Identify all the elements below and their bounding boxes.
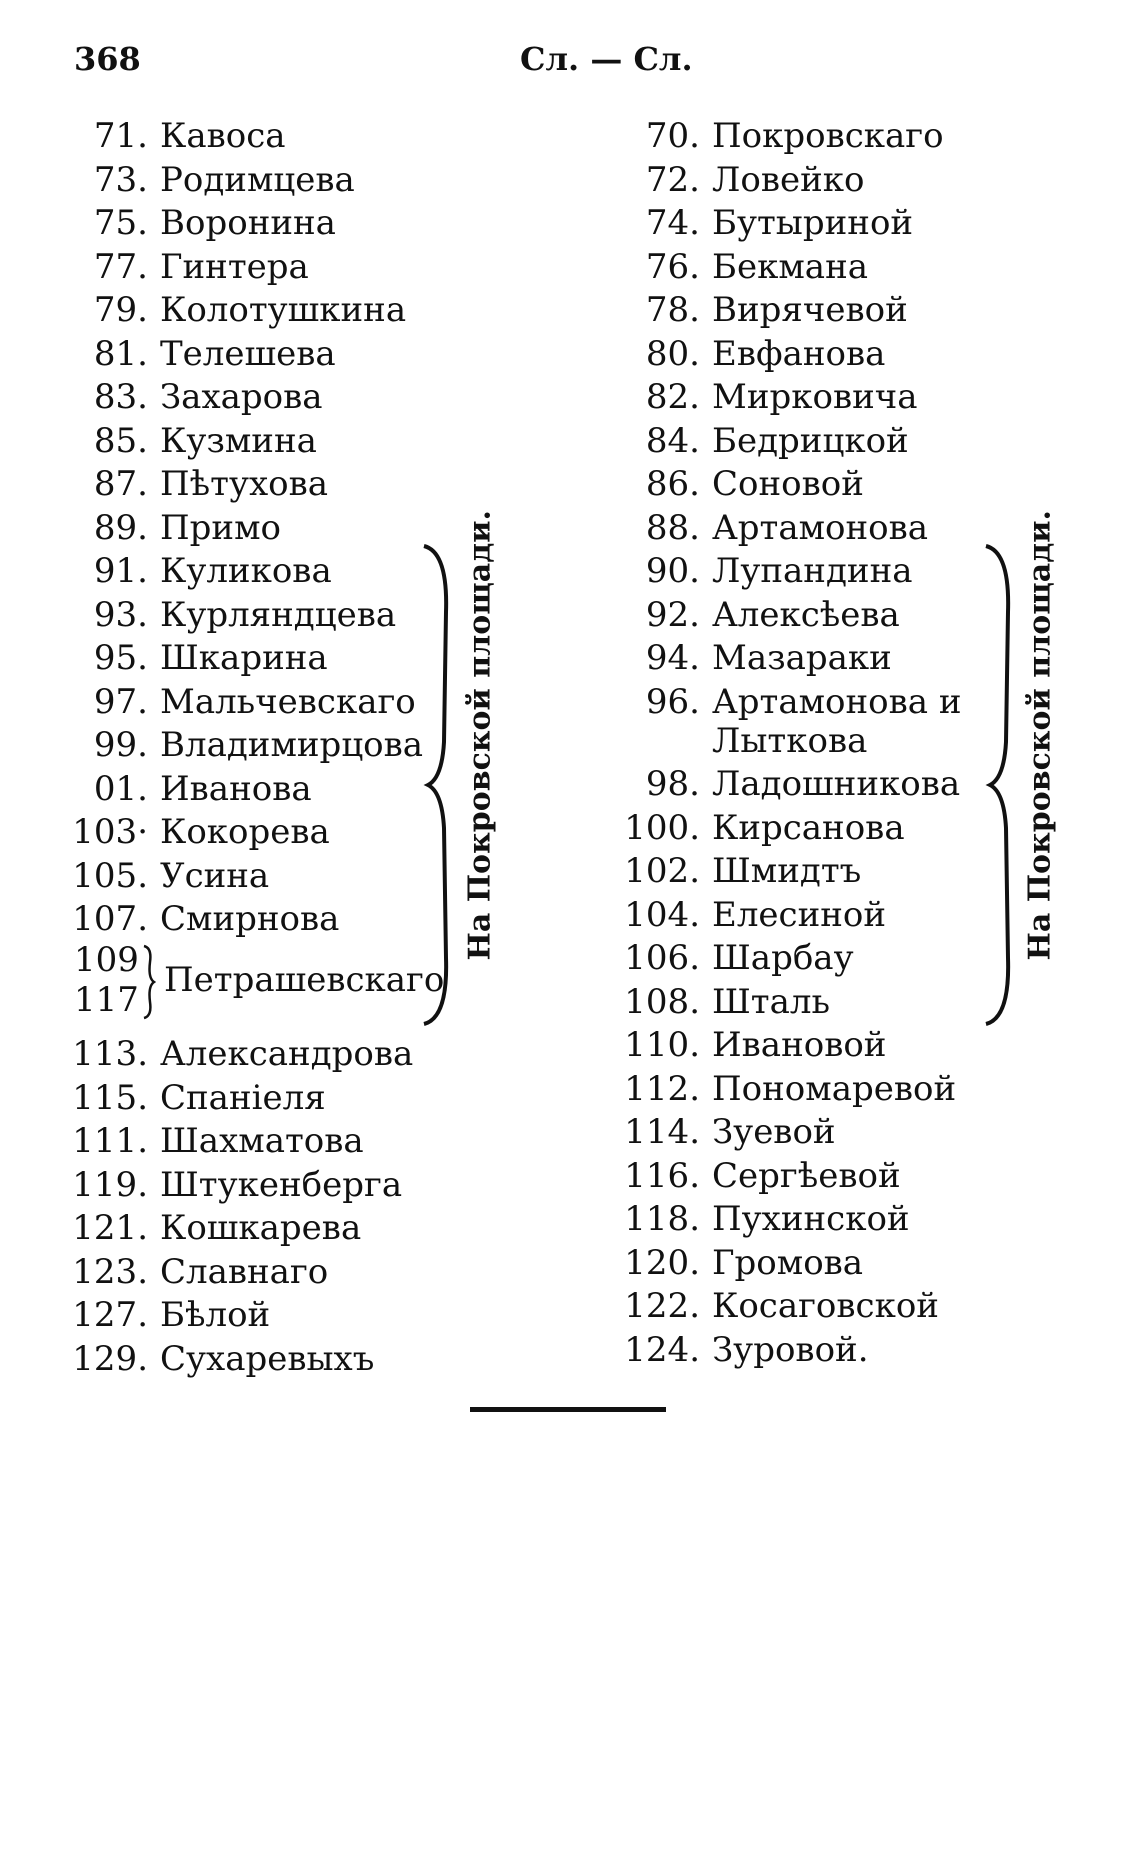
house-number: 73. — [93, 159, 148, 200]
owner-name: Шахматова — [160, 1121, 364, 1161]
address-entry — [60, 899, 339, 939]
house-number: 86. — [645, 464, 700, 504]
house-number: 70. — [645, 116, 700, 156]
house-number: 76. — [645, 246, 700, 287]
right-brace-icon — [982, 542, 1018, 1028]
address-entry — [60, 1078, 326, 1118]
house-number: 114. — [624, 1112, 700, 1152]
owner-name: Шкарина — [160, 638, 328, 678]
merged-number-117: 117 — [74, 980, 139, 1020]
address-entry — [60, 769, 312, 809]
address-entry — [60, 1208, 361, 1248]
owner-name: Евфанова — [712, 333, 886, 374]
address-entry — [60, 725, 423, 765]
house-number: 94. — [645, 638, 700, 678]
owner-name: Соновой — [712, 464, 864, 504]
owner-name: Зуровой. — [712, 1329, 869, 1370]
address-entry — [604, 1243, 863, 1283]
owner-name: Ладошникова — [712, 764, 961, 804]
address-entry — [60, 1034, 413, 1074]
house-number: 80. — [645, 333, 700, 374]
address-entry — [604, 1330, 869, 1370]
owner-name: Пономаревой — [712, 1068, 957, 1109]
owner-name: Телешева — [160, 333, 336, 374]
address-entry — [60, 682, 416, 722]
owner-name: Шарбау — [712, 938, 854, 978]
owner-name: Пухинской — [712, 1199, 910, 1239]
address-entry — [604, 421, 909, 461]
house-number: 120. — [624, 1242, 700, 1283]
address-entry — [604, 377, 918, 417]
owner-name: Иванова — [160, 768, 312, 809]
house-number: 97. — [93, 681, 148, 722]
house-number: 92. — [645, 594, 700, 635]
owner-name: Шмидтъ — [712, 851, 862, 891]
address-entry — [604, 1286, 939, 1326]
house-number: 103· — [72, 812, 148, 852]
owner-name: Артамонова и — [712, 681, 962, 722]
address-entry — [60, 1121, 364, 1161]
owner-name: Мальчевскаго — [160, 681, 416, 722]
address-entry — [604, 808, 905, 848]
house-number: 123. — [72, 1251, 148, 1292]
address-entry — [60, 203, 336, 243]
address-entry — [604, 116, 944, 156]
owner-name: Куликова — [160, 551, 332, 591]
owner-name: Колотушкина — [160, 290, 407, 330]
address-entry — [604, 1199, 910, 1239]
owner-name: Кузмина — [160, 420, 317, 461]
house-number: 110. — [624, 1025, 700, 1065]
house-number: 129. — [72, 1338, 148, 1379]
owner-name: Кошкарева — [160, 1208, 362, 1248]
house-number: 81. — [93, 333, 148, 374]
owner-name: Спаніеля — [160, 1077, 326, 1118]
owner-name: Штукенберга — [160, 1164, 403, 1205]
owner-name: Зуевой — [712, 1112, 836, 1152]
owner-name: Захарова — [160, 377, 323, 417]
address-entry — [60, 595, 396, 635]
address-entry — [604, 1025, 886, 1065]
address-entry — [604, 1112, 836, 1152]
owner-name: Кавоса — [160, 116, 286, 156]
owner-name: Пѣтухова — [160, 464, 329, 504]
owner-name: Вирячевой — [712, 290, 908, 330]
house-number: 71. — [93, 116, 148, 156]
address-entry — [604, 203, 913, 243]
owner-name: Воронина — [160, 203, 336, 243]
address-entry — [604, 1069, 956, 1109]
section-divider — [470, 1407, 666, 1412]
address-entry — [604, 938, 854, 978]
owner-name: Бедрицкой — [712, 420, 909, 461]
left-brace-icon — [420, 542, 456, 1028]
house-number: 127. — [72, 1295, 148, 1335]
owner-name: Родимцева — [160, 159, 355, 200]
merged-name: Петрашевскаго — [164, 960, 445, 1000]
house-number: 112. — [624, 1068, 700, 1109]
right-brace-label: На Покровской площади. — [1022, 510, 1058, 961]
owner-name: Кокорева — [160, 812, 330, 852]
owner-name: Сергѣевой — [712, 1155, 901, 1196]
address-entry — [60, 812, 330, 852]
house-number: 90. — [645, 551, 700, 591]
running-title: Сл. — Сл. — [520, 40, 693, 78]
owner-name: Громова — [712, 1242, 864, 1283]
address-entry — [604, 682, 962, 722]
merged-number-109: 109 — [74, 940, 139, 980]
address-entry — [604, 334, 885, 374]
address-entry — [604, 160, 865, 200]
owner-name: Гинтера — [160, 246, 309, 287]
owner-name: Мирковича — [712, 377, 918, 417]
address-entry — [604, 764, 960, 804]
house-number: 83. — [93, 377, 148, 417]
house-number: 116. — [624, 1155, 700, 1196]
address-entry — [604, 851, 861, 891]
owner-name: Сухаревыхъ — [160, 1338, 375, 1379]
house-number: 104. — [624, 894, 700, 935]
house-number: 88. — [645, 507, 700, 548]
owner-name: Ивановой — [712, 1025, 887, 1065]
house-number: 115. — [72, 1077, 148, 1118]
house-number: 108. — [624, 981, 700, 1022]
address-entry — [604, 551, 913, 591]
house-number: 72. — [645, 159, 700, 200]
page-number: 368 — [74, 40, 141, 78]
house-number: 118. — [624, 1199, 700, 1239]
owner-name: Примо — [160, 507, 281, 548]
house-number: 124. — [624, 1329, 700, 1370]
address-entry — [60, 421, 317, 461]
owner-name: Бѣлой — [160, 1295, 271, 1335]
address-entry — [60, 856, 269, 896]
house-number: 93. — [93, 594, 148, 635]
house-number: 106. — [624, 938, 700, 978]
house-number: 99. — [93, 725, 148, 765]
owner-name: Шталь — [712, 981, 830, 1022]
house-number: 107. — [72, 899, 148, 939]
address-entry — [60, 377, 323, 417]
owner-name: Мазараки — [712, 638, 892, 678]
owner-name: Косаговской — [712, 1286, 939, 1326]
owner-name: Смирнова — [160, 899, 340, 939]
right-continuation-line: Лыткова — [712, 721, 868, 761]
owner-name: Елесиной — [712, 894, 887, 935]
address-entry — [604, 247, 868, 287]
owner-name: Владимирцова — [160, 725, 424, 765]
house-number: 119. — [72, 1164, 148, 1205]
house-number: 121. — [72, 1208, 148, 1248]
merged-entry-109-117 — [74, 940, 445, 1024]
address-entry — [60, 334, 336, 374]
address-entry — [604, 982, 830, 1022]
address-entry — [604, 290, 908, 330]
house-number: 91. — [93, 551, 148, 591]
owner-name: Ловейко — [712, 159, 865, 200]
address-entry — [60, 290, 406, 330]
house-number: 82. — [645, 377, 700, 417]
owner-name: Александрова — [160, 1034, 414, 1074]
address-entry — [604, 1156, 901, 1196]
house-number: 85. — [93, 420, 148, 461]
owner-name: Славнаго — [160, 1251, 329, 1292]
address-entry — [60, 551, 332, 591]
house-number: 98. — [645, 764, 700, 804]
address-entry — [60, 247, 309, 287]
owner-name: Бекмана — [712, 246, 869, 287]
house-number: 100. — [624, 807, 700, 848]
house-number: 77. — [93, 246, 148, 287]
owner-name: Артамонова — [712, 507, 929, 548]
house-number: 113. — [72, 1034, 148, 1074]
house-number: 78. — [645, 290, 700, 330]
house-number: 87. — [93, 464, 148, 504]
owner-name: Усина — [160, 855, 270, 896]
address-entry — [60, 1295, 270, 1335]
address-entry — [60, 638, 328, 678]
address-entry — [60, 116, 286, 156]
small-brace-icon — [142, 944, 156, 1020]
address-entry — [60, 1165, 402, 1205]
house-number: 89. — [93, 507, 148, 548]
owner-name: Алексѣева — [712, 594, 900, 635]
address-entry — [604, 595, 900, 635]
owner-name: Кирсанова — [712, 807, 905, 848]
owner-name: Бутыриной — [712, 203, 914, 243]
owner-name: Курляндцева — [160, 594, 397, 635]
address-entry — [60, 1339, 374, 1379]
owner-name: Покровскаго — [712, 116, 944, 156]
address-entry — [604, 464, 864, 504]
address-entry — [60, 508, 281, 548]
house-number: 105. — [72, 855, 148, 896]
house-number: 01. — [93, 768, 148, 809]
address-entry — [604, 895, 886, 935]
house-number: 95. — [93, 638, 148, 678]
house-number: 75. — [93, 203, 148, 243]
address-entry — [604, 508, 928, 548]
house-number: 74. — [645, 203, 700, 243]
house-number: 111. — [72, 1121, 148, 1161]
owner-name: Лупандина — [712, 551, 913, 591]
house-number: 122. — [624, 1286, 700, 1326]
address-entry — [604, 638, 892, 678]
house-number: 96. — [645, 681, 700, 722]
left-brace-label: На Покровской площади. — [462, 510, 498, 961]
house-number: 84. — [645, 420, 700, 461]
address-entry — [60, 464, 328, 504]
address-entry — [60, 160, 355, 200]
house-number: 102. — [624, 851, 700, 891]
address-entry — [60, 1252, 328, 1292]
house-number: 79. — [93, 290, 148, 330]
